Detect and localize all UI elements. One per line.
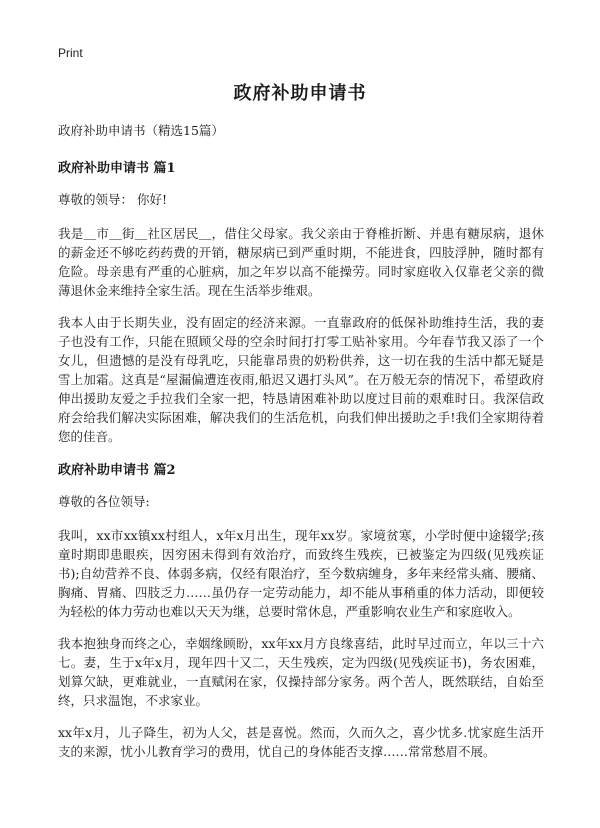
salutation: 尊敬的领导： 你好! xyxy=(58,192,167,207)
print-link[interactable]: Print xyxy=(58,46,83,60)
paragraph: 我本抱独身而终之心，幸姻缘顾盼，xx年xx月方良缘喜结，此时早过而立，年以三十六七。妻，生于x年x月，现年四十又二，天生残疾，定为四级(见残疾证书)，务农困难，划算欠缺，更难就业，一直赋闲在家，仅操持部分家务。两个苦人，既然联结，自始至终，只求温饱，不求家业。 xyxy=(58,636,544,708)
paragraph: 我是＿市＿街＿社区居民＿，借住父母家。我父亲由于脊椎折断、并患有糖尿病，退休的薪金还不够吃药药费的开销，糖尿病已到严重时期，不能进食，四肢浮肿，随时都有危险。母亲患有严重的心脏病，加之年岁以高不能操劳。同时家庭收入仅靠老父亲的微薄退休金来维持全家生活。现在生活举步维艰。 xyxy=(58,226,544,298)
section-heading: 政府补助申请书 篇1 xyxy=(58,161,176,176)
section-heading: 政府补助申请书 篇2 xyxy=(58,463,176,478)
paragraph: 我叫，xx市xx镇xx村组人，x年x月出生，现年xx岁。家境贫寒，小学时便中途辍学;孩童时期即患眼疾，因穷困未得到有效治疗，而致终生残疾，已被鉴定为四级(见残疾证书);自幼营养不良、体弱多病，仅经有限治疗，至今数病缠身，多年来经常头痛、腰痛、胸痛、胃痛、四肢乏力……虽仍存一定劳动能力，却不能从事稍重的体力活动，即便较为轻松的体力劳动也难以天天为继，总要时常休息，严重影响农业生产和家庭收入。 xyxy=(58,528,544,619)
paragraph: xx年x月，儿子降生，初为人父，甚是喜悦。然而，久而久之，喜少忧多.忧家庭生活开支的来源，忧小儿教育学习的费用，忧自己的身体能否支撑……常常愁眉不展。 xyxy=(58,725,544,759)
paragraph: 我本人由于长期失业，没有固定的经济来源。一直靠政府的低保补助维持生活，我的妻子也没有工作，只能在照顾父母的空余时间打打零工贴补家用。今年春节我又添了一个女儿，但遗憾的是没有母乳吃，只能靠昂贵的奶粉供养，这一切在我的生活中都无疑是雪上加霜。这真是“屋漏偏遭连夜雨,船迟又遇打头风”。在万般无奈的情况下，希望政府伸出援助友爱之手拉我们全家一把，特恳请困难补助以度过目前的艰难时日。我深信政府会给我们解决实际困难，解决我们的生活危机，向我们伸出援助之手!我们全家期待着您的佳音。 xyxy=(58,315,544,444)
document-title: 政府补助申请书 xyxy=(233,83,367,104)
section-1 xyxy=(58,157,544,446)
document-body xyxy=(58,121,544,774)
section-2 xyxy=(58,459,544,761)
document-subtitle: 政府补助申请书（精选15篇） xyxy=(58,123,224,138)
salutation: 尊敬的各位领导: xyxy=(58,494,150,509)
